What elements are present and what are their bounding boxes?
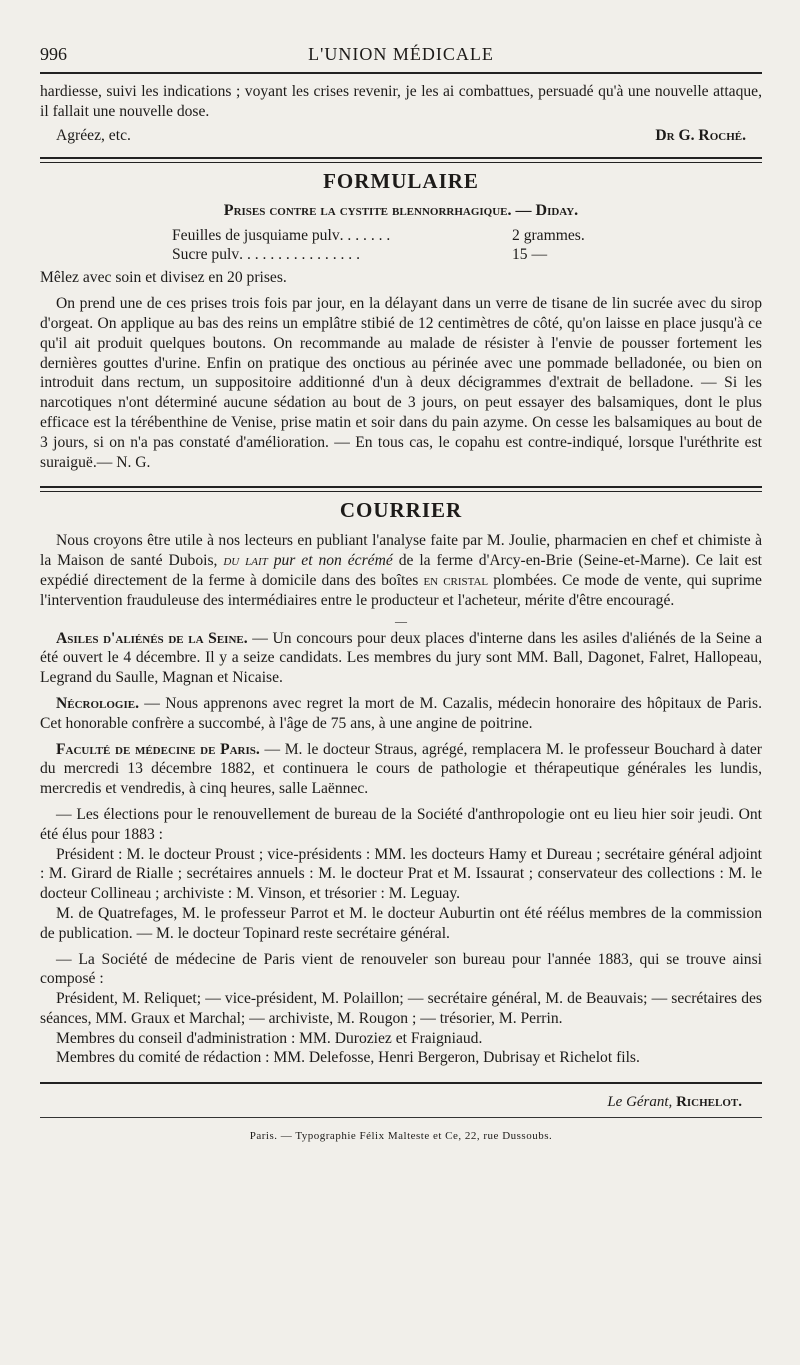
prescription — [172, 226, 602, 264]
running-header — [40, 44, 762, 66]
page-number: 996 — [40, 44, 67, 64]
letter-closing: Agréez, etc. — [56, 126, 131, 144]
item-heading: Nécrologie. — [56, 694, 140, 712]
letter-text: hardiesse, suivi les indications ; voyant les crises revenir, je les ai combattues, persuadé qu'à une nouvelle attaque, il fallait une nouvelle dose. — [40, 83, 762, 120]
rx-item: Sucre pulv — [172, 246, 240, 264]
text-run: — M. le docteur Straus, agrégé, remplacera M. le professeur Bouchard à dater du mercredi 13 décembre 1882, et continuera le cours de pathologie et thérapeutique générales les lundis, mercredis et vendredis, à cinq heures, salle Laënnec. — [40, 740, 762, 798]
courrier-lait-paragraph — [40, 531, 762, 610]
letter-signature: Dr G. Roché. — [655, 126, 746, 144]
courrier-body — [40, 531, 762, 1068]
rx-line — [172, 226, 602, 245]
footer-rules — [40, 1082, 762, 1084]
gerant-label: Le Gérant, — [607, 1094, 673, 1111]
header-rule — [40, 72, 762, 74]
letter-ending — [40, 82, 762, 145]
text-run: du lait — [223, 552, 268, 570]
item-heading: Asiles d'aliénés de la Seine. — [56, 629, 248, 647]
rx-mix-instruction: Mêlez avec soin et divisez en 20 prises. — [40, 269, 287, 287]
text-run: plombées. Ce mode de vente, qui suprime l'intervention frauduleuse des intermédiaires entre le producteur et l'acheteur, mérite d'être encouragé. — [40, 571, 762, 609]
formulaire-title: FORMULAIRE — [323, 169, 479, 194]
text-run: — Un concours pour deux places d'interne dans les asiles d'aliénés de la Seine a été ouvert le 4 décembre. Il y a seize candidats. Les membres du jury sont MM. Ball, Dagonet, Falret, Hallopeau, Legrand du Saulle, Magnan et Nicaise. — [40, 629, 762, 687]
page-content — [40, 72, 762, 1142]
faculte-paragraph — [40, 740, 762, 799]
anthropologie-commission: M. de Quatrefages, M. le professeur Parrot et M. le docteur Auburtin ont été réélus membres de la commission de publication. — M. le docteur Topinard reste secrétaire général. — [40, 904, 762, 942]
gerant-line — [40, 1094, 762, 1111]
section-divider — [40, 486, 762, 492]
text-run: en cristal — [423, 571, 489, 589]
rx-dots: . . . . . . . . . . . . . . . . — [239, 246, 360, 264]
printer-imprint: Paris. — Typographie Félix Malteste et Ce, 22, rue Dussoubs. — [249, 1130, 553, 1143]
societe-medecine-comite: Membres du comité de rédaction : MM. Delefosse, Henri Bergeron, Dubrisay et Richelot fils. — [56, 1049, 640, 1067]
running-title: L'UNION MÉDICALE — [308, 44, 494, 64]
rx-qty: 15 — — [512, 246, 548, 264]
formulaire-subtitle: Prises contre la cystite blennorrhagique. — Diday. — [223, 202, 579, 220]
gerant-name: Richelot. — [676, 1094, 742, 1111]
item-heading: Faculté de médecine de Paris. — [56, 740, 260, 758]
rx-item: Feuilles de jusquiame pulv — [172, 227, 340, 245]
footer-rule — [40, 1117, 762, 1118]
necrologie-paragraph — [40, 694, 762, 734]
letter-signoff — [40, 126, 762, 146]
text-run: Nous croyons être utile à nos lecteurs en publiant l'analyse faite par M. Joulie, pharmacien en chef et chimiste à la Maison de santé Dubois, — [40, 532, 762, 570]
rx-qty: 2 grammes. — [512, 227, 585, 245]
anthropologie-officers: Président : M. le docteur Proust ; vice-présidents : MM. les docteurs Hamy et Dureau ; secrétaire général adjoint : M. Girard de Rialle ; secrétaires annuels : M. le docteur Prat et M. Issaurat ; conservateur des collections : M. le docteur Collineau ; archiviste : M. Vinson, et trésorier : M. Leguay. — [40, 845, 762, 903]
anthropologie-intro: — Les élections pour le renouvellement de bureau de la Société d'anthropologie ont eu lieu hier soir jeudi. Ont été élus pour 1883 : — [40, 805, 762, 843]
societe-medecine-intro: — La Société de médecine de Paris vient de renouveler son bureau pour l'année 1883, qui se trouve ainsi composé : — [40, 950, 762, 988]
courrier-title: COURRIER — [339, 498, 463, 523]
asiles-paragraph — [40, 629, 762, 688]
formulaire-body — [40, 268, 762, 472]
separator-dash: — — [395, 613, 407, 628]
text-run: pur et non écrémé — [267, 552, 393, 570]
text-run: de la ferme d'Arcy-en-Brie (Seine-et-Marne). Ce lait est expédié directement de la ferme à domicile dans des boîtes — [40, 552, 763, 589]
societe-medecine-bureau: Président, M. Reliquet; — vice-président, M. Polaillon; — secrétaire général, M. de Beauvais; — secrétaires des séances, MM. Graux et Marchal; — archiviste, M. Rougon ; — trésorier, M. Perrin. — [40, 990, 762, 1027]
formulaire-paragraph: On prend une de ces prises trois fois par jour, en la délayant dans un verre de tisane de lin sucrée avec du sirop d'orgeat. On applique au bas des reins un emplâtre stibié de 12 centimètres de côté, qu'on laisse en place jusqu'à ce qu'il ait produit quelques boutons. On recommande au malade de résister à l'envie de pousser fortement les dernières gouttes d'urine. Enfin on pratique des onctious au périnée avec une pommade belladonée, ou bien on introduit dans rectum, un suppositoire additionné d'un à deux décigrammes d'extrait de belladone. — Si les narcotiques n'ont déterminé aucune sédation au bout de 3 jours, on peut essayer des balsamiques, dont le plus efficace est la térébenthine de Venise, prise matin et soir dans du pain azyme. On cesse les balsamiques au bout de 3 jours, si on n'a pas constaté d'amélioration. — En tous cas, le copahu est contre-indiqué, lorsque l'uréthrite est suraiguë.— N. G. — [40, 295, 762, 471]
societe-medecine-conseil: Membres du conseil d'administration : MM. Duroziez et Fraigniaud. — [56, 1029, 483, 1047]
rx-dots: . . . . . . . — [339, 227, 391, 245]
text-run: — Nous apprenons avec regret la mort de M. Cazalis, médecin honoraire des hôpitaux de Paris. Cet honorable confrère a succombé, à l'âge de 75 ans, à une angine de poitrine. — [40, 694, 762, 732]
footer-rule — [40, 1082, 762, 1084]
rx-line — [172, 245, 602, 264]
section-divider — [40, 157, 762, 163]
